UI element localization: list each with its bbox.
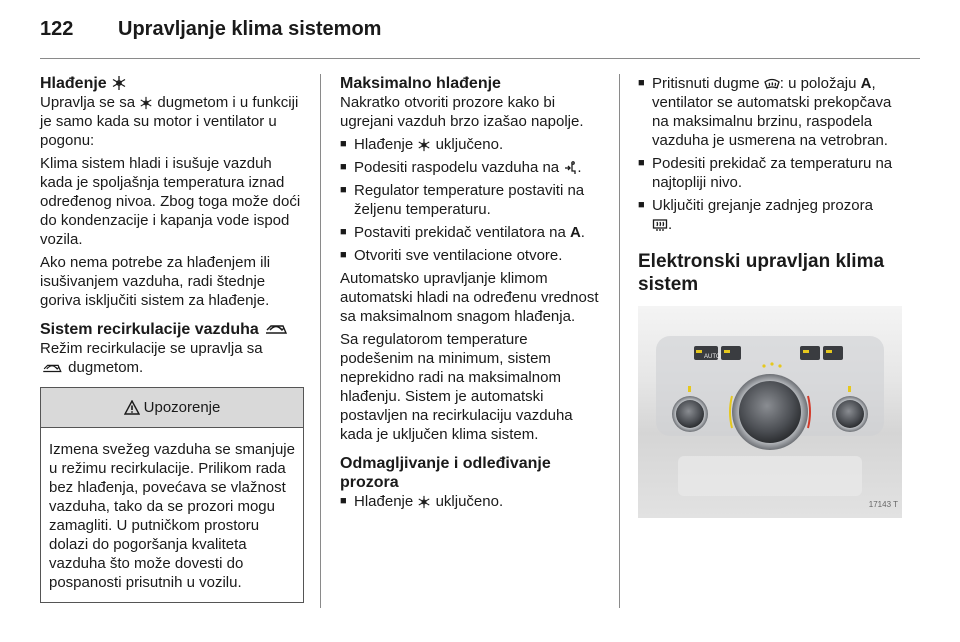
list-item: ■ Otvoriti sve ventilacione otvore. xyxy=(340,246,604,265)
warning-triangle-icon xyxy=(124,400,140,415)
heading-defog: Odmagljivanje i odleđivanje prozora xyxy=(340,455,551,491)
column-1 xyxy=(40,74,304,603)
image-code: 17143 T xyxy=(868,500,898,509)
heading-recirculation: Sistem recirkulacije vazduha xyxy=(40,320,304,339)
list-item: ■ Regulator temperature postaviti na željenu temperaturu. xyxy=(340,181,604,219)
snowflake-icon xyxy=(139,96,153,110)
list-item: ■ Podesiti raspodelu vazduha na . xyxy=(340,158,604,177)
paragraph-cooling-control: Upravlja se sa dugmetom i u funkciji je samo kada su motor i ventilator u pogonu: xyxy=(40,94,299,149)
snowflake-icon xyxy=(417,495,431,509)
list-item: ■ Pritisnuti dugme : u položaju A, ventilator se automatski prekopčava na maksimalnu brzinu, raspodela vazduha je usmerena na vetrobran. xyxy=(638,74,904,150)
paragraph-automatic-control: Automatsko upravljanje klimom automatski hladi na određenu vrednost sa maksimalnom snagom hlađenja. xyxy=(340,270,599,325)
list-item: ■ Hlađenje uključeno. xyxy=(340,135,604,154)
rear-window-heating-icon xyxy=(652,218,668,232)
list-item: ■ Uključiti grejanje zadnjeg prozora . xyxy=(638,196,904,234)
auto-button-label: AUTO xyxy=(704,354,721,360)
heading-electronic-climate: Elektronski upravljan klima sistem xyxy=(638,251,885,295)
warning-text: Izmena svežeg vazduha se smanjuje u režimu recirkulacije. Prilikom rada bez hlađenja, povećava se vlažnost vazduha, tako da se prozori mogu zamagliti. U putničkom prostoru dolazi do pogoršanja kvaliteta vazduha što može dovesti do pospanosti prisutnih u vozilu. xyxy=(49,441,295,591)
paragraph-cooling-description: Klima sistem hladi i isušuje vazduh kada je spoljašnja temperatura iznad određenog nivoa. Zbog toga može doći do kondenzacije i kapanja vode ispod vozila. xyxy=(40,155,301,248)
warning-title: Upozorenje xyxy=(143,399,221,416)
page-header xyxy=(40,18,381,48)
climate-panel-illustration xyxy=(638,306,902,518)
heading-cooling: Hlađenje xyxy=(40,74,304,93)
column-divider-1 xyxy=(320,74,321,608)
paragraph-recirculation: Režim recirkulacije se upravlja sa dugmetom. xyxy=(40,340,263,376)
page-title: Upravljanje klima sistemom xyxy=(118,18,382,40)
heading-max-cooling: Maksimalno hlađenje xyxy=(340,75,501,92)
column-3 xyxy=(638,74,904,518)
list-item: ■ Postaviti prekidač ventilatora na A. xyxy=(340,223,604,242)
windshield-defrost-icon xyxy=(764,77,780,91)
defog-steps xyxy=(340,492,604,511)
paragraph-open-windows: Nakratko otvoriti prozore kako bi ugrejani vazduh brzo izašao napolje. xyxy=(340,94,584,130)
climate-panel-image xyxy=(638,306,902,518)
column-2 xyxy=(340,74,604,515)
defog-steps-continued xyxy=(638,74,904,234)
recirculation-icon xyxy=(263,321,289,337)
air-distribution-head-icon xyxy=(563,161,577,175)
paragraph-regulator-minimum: Sa regulatorom temperature podešenim na minimum, sistem neprekidno radi na maksimalnom hlađenju. Sistem je automatski postavljen na recirkulaciju vazduha kada je uključen klima sistem. xyxy=(340,331,573,443)
list-item: ■ Hlađenje uključeno. xyxy=(340,492,604,511)
recirculation-icon xyxy=(40,361,64,375)
snowflake-icon xyxy=(417,138,431,152)
warning-header xyxy=(41,388,303,428)
warning-box xyxy=(40,387,304,603)
column-divider-2 xyxy=(619,74,620,608)
list-item: ■ Podesiti prekidač za temperaturu na najtopliji nivo. xyxy=(638,154,904,192)
header-divider xyxy=(40,58,920,59)
max-cooling-steps xyxy=(340,135,604,265)
paragraph-cooling-off: Ako nema potrebe za hlađenjem ili isušivanjem vazduha, radi štednje goriva isključiti sistem za hlađenje. xyxy=(40,254,271,309)
page-number: 122 xyxy=(40,18,74,40)
snowflake-icon xyxy=(111,75,127,91)
